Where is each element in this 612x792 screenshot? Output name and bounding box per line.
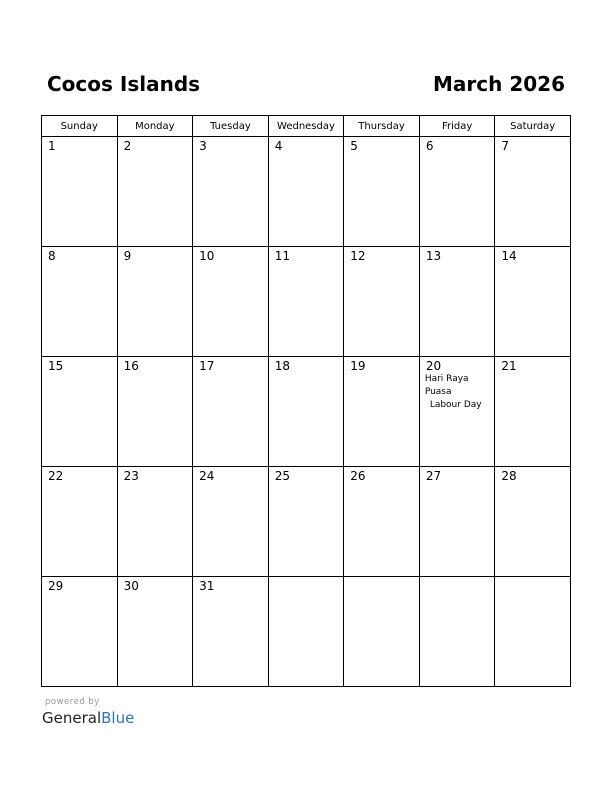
day-cell-empty	[419, 577, 495, 687]
weekday-monday: Monday	[117, 116, 193, 137]
day-number: 25	[274, 469, 290, 483]
holiday-label: Labour Day	[429, 400, 482, 410]
weekday-saturday: Saturday	[495, 116, 571, 137]
day-number: 26	[350, 469, 366, 483]
day-number: 12	[350, 249, 366, 263]
day-number: 30	[123, 579, 139, 593]
day-cell	[495, 467, 571, 577]
weekday-header-row	[42, 116, 571, 137]
day-cell	[42, 357, 118, 467]
day-cell	[117, 577, 193, 687]
day-number: 1	[48, 139, 56, 153]
day-cell	[419, 357, 495, 467]
day-number	[269, 577, 344, 579]
day-number: 4	[274, 139, 283, 153]
day-cell	[344, 467, 420, 577]
day-number: 14	[501, 249, 517, 263]
day-cell	[193, 467, 269, 577]
day-number: 21	[501, 359, 517, 373]
week-row	[42, 247, 571, 357]
day-number: 28	[501, 469, 517, 483]
day-cell	[268, 357, 344, 467]
day-number: 22	[48, 469, 64, 483]
country-title: Cocos Islands	[47, 72, 201, 96]
week-row	[42, 467, 571, 577]
day-cell	[268, 467, 344, 577]
day-number	[344, 577, 419, 579]
day-cell	[42, 467, 118, 577]
logo-blue-text: Blue	[101, 709, 135, 727]
day-cell	[344, 247, 420, 357]
day-number: 17	[199, 359, 215, 373]
day-number: 24	[199, 469, 215, 483]
day-cell-empty	[495, 577, 571, 687]
day-cell	[344, 137, 420, 247]
day-cell	[419, 137, 495, 247]
day-number: 10	[199, 249, 215, 263]
day-number	[420, 577, 495, 579]
day-number: 27	[425, 469, 442, 483]
day-cell	[117, 357, 193, 467]
weekday-wednesday: Wednesday	[268, 116, 344, 137]
day-cell	[495, 357, 571, 467]
weekday-sunday: Sunday	[42, 116, 118, 137]
day-number: 13	[425, 249, 442, 263]
day-number: 2	[123, 139, 132, 153]
powered-by-text: powered by	[45, 697, 100, 707]
day-cell	[419, 467, 495, 577]
day-cell	[117, 247, 193, 357]
day-cell	[42, 137, 118, 247]
weekday-friday: Friday	[419, 116, 495, 137]
week-row	[42, 357, 571, 467]
weekday-thursday: Thursday	[344, 116, 420, 137]
day-cell	[495, 247, 571, 357]
day-number: 18	[274, 359, 290, 373]
month-title: March 2026	[433, 72, 565, 96]
generalblue-logo[interactable]	[42, 709, 134, 727]
week-row	[42, 577, 571, 687]
day-number: 31	[199, 579, 215, 593]
day-number: 19	[350, 359, 366, 373]
calendar-grid	[41, 115, 571, 687]
day-cell	[268, 247, 344, 357]
day-cell	[193, 577, 269, 687]
day-cell	[42, 577, 118, 687]
day-cell-empty	[344, 577, 420, 687]
day-cell	[117, 137, 193, 247]
day-number: 29	[48, 579, 64, 593]
day-number: 5	[350, 139, 358, 153]
day-number: 9	[123, 249, 132, 263]
day-number: 11	[274, 249, 290, 263]
day-cell	[193, 357, 269, 467]
day-number: 3	[199, 139, 207, 153]
day-cell	[42, 247, 118, 357]
day-cell	[419, 247, 495, 357]
day-number: 15	[48, 359, 64, 373]
day-cell	[344, 357, 420, 467]
day-cell	[495, 137, 571, 247]
day-cell	[193, 137, 269, 247]
footer-brand	[42, 696, 134, 727]
logo-general-text: General	[42, 709, 102, 727]
day-cell	[193, 247, 269, 357]
day-cell	[117, 467, 193, 577]
day-number: 20	[425, 359, 442, 373]
day-number: 8	[48, 249, 56, 263]
week-row	[42, 137, 571, 247]
day-cell	[268, 137, 344, 247]
day-number: 16	[123, 359, 139, 373]
day-cell-empty	[268, 577, 344, 687]
weekday-tuesday: Tuesday	[193, 116, 269, 137]
holiday-label: Hari Raya	[424, 374, 469, 384]
day-number: 7	[501, 139, 510, 153]
day-number: 6	[425, 139, 434, 153]
day-number	[495, 577, 570, 579]
holiday-label: Puasa	[424, 387, 452, 397]
day-number: 23	[123, 469, 139, 483]
